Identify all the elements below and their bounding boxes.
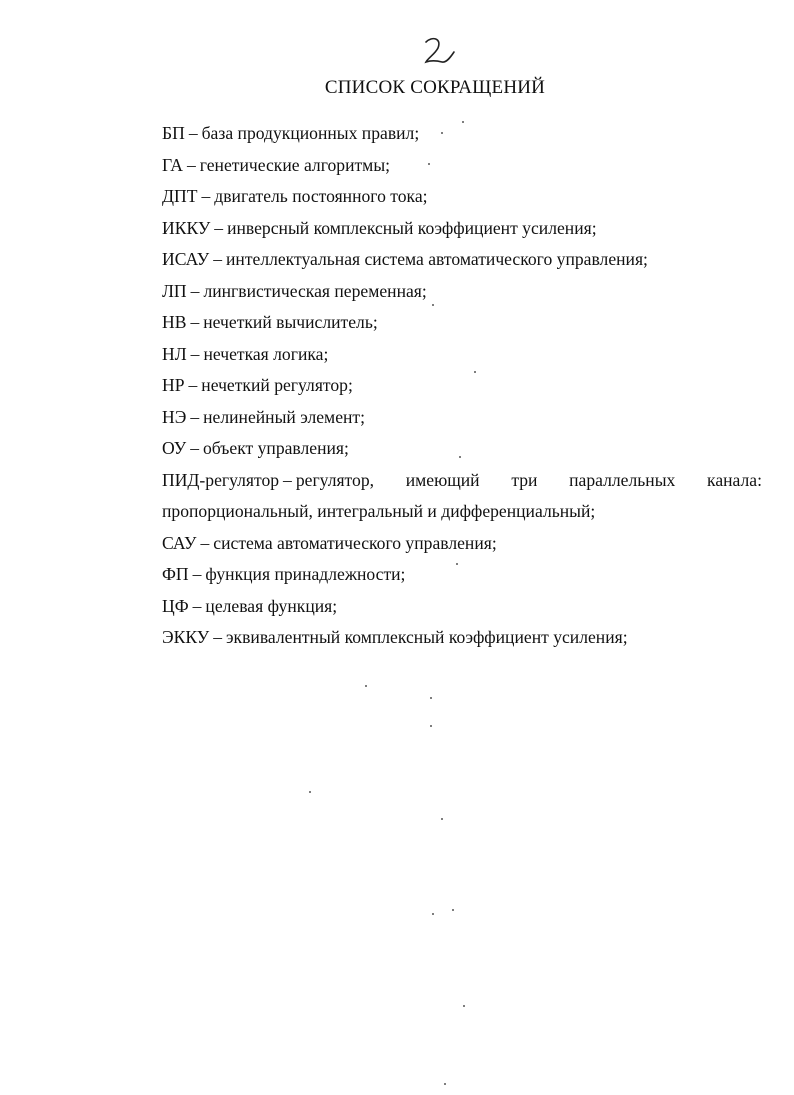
pid-continuation: пропорциональный, интегральный и дифференциальный; <box>162 501 596 521</box>
dash: – <box>213 249 222 269</box>
definition: эквивалентный комплексный коэффициент усиления; <box>226 627 628 647</box>
list-item <box>162 276 762 308</box>
dash: – <box>186 154 196 175</box>
list-item <box>162 591 762 623</box>
abbreviation: НЛ <box>162 343 187 364</box>
list-item <box>162 150 762 182</box>
scan-speck <box>452 909 454 911</box>
definition: генетические алгоритмы; <box>199 154 391 175</box>
abbreviation: ИККУ <box>162 217 211 238</box>
scan-speck <box>462 121 464 123</box>
pid-abbr-group <box>162 465 374 497</box>
dash: – <box>190 312 200 332</box>
abbreviation: ИСАУ <box>162 249 210 269</box>
list-item <box>162 244 762 276</box>
definition: целевая функция; <box>205 595 338 616</box>
definition: двигатель постоянного тока; <box>214 186 428 206</box>
scan-speck <box>430 697 432 699</box>
abbreviation: ЦФ <box>162 595 189 616</box>
list-item <box>162 213 762 245</box>
abbreviation: ФП <box>162 564 189 584</box>
definition: функция принадлежности; <box>205 564 406 584</box>
abbreviation: БП <box>162 123 185 143</box>
dash: – <box>190 406 200 427</box>
pid-first-line <box>162 465 762 497</box>
page-number <box>418 34 458 70</box>
scan-speck <box>432 304 434 306</box>
pid-word: параллельных <box>569 469 676 490</box>
definition: база продукционных правил; <box>201 123 420 143</box>
dash: – <box>188 375 198 395</box>
definition: объект управления; <box>202 438 349 458</box>
definition: нечеткая логика; <box>203 343 329 364</box>
dash: – <box>283 469 292 490</box>
definition: инверсный комплексный коэффициент усиления; <box>227 217 597 238</box>
scan-speck <box>309 791 311 793</box>
scan-speck <box>441 818 443 820</box>
dash: – <box>213 627 222 647</box>
list-item <box>162 181 762 213</box>
dash: – <box>188 123 198 143</box>
dash: – <box>200 532 210 553</box>
scan-speck <box>444 1083 446 1085</box>
definition: нечеткий регулятор; <box>201 375 353 395</box>
dash: – <box>190 280 200 301</box>
list-item <box>162 307 762 339</box>
dash: – <box>190 343 200 364</box>
dash: – <box>192 564 202 584</box>
scan-speck <box>459 456 461 458</box>
definition: нелинейный элемент; <box>203 406 365 427</box>
scan-speck <box>441 132 443 134</box>
list-item <box>162 402 762 434</box>
scan-speck <box>456 563 458 565</box>
definition: нечеткий вычислитель; <box>203 312 378 332</box>
dash: – <box>190 438 199 458</box>
definition: лингвистическая переменная; <box>203 280 427 301</box>
list-item <box>162 339 762 371</box>
scan-speck <box>428 163 430 165</box>
abbreviation: НЭ <box>162 406 187 427</box>
abbreviation: ОУ <box>162 438 187 458</box>
scan-speck <box>474 371 476 373</box>
dash: – <box>192 595 202 616</box>
scan-speck <box>430 725 432 727</box>
dash: – <box>214 217 224 238</box>
abbreviation: НР <box>162 375 185 395</box>
definition: система автоматического управления; <box>213 532 497 553</box>
list-item <box>162 559 762 591</box>
definition: интеллектуальная система автоматического управления; <box>225 249 648 269</box>
page-title: СПИСОК СОКРАЩЕНИЙ <box>324 77 546 98</box>
list-item <box>162 370 762 402</box>
list-item-pid <box>162 465 762 528</box>
abbreviation-list <box>162 118 762 654</box>
scan-speck <box>463 1005 465 1007</box>
scan-speck <box>365 685 367 687</box>
handwritten-page-number <box>418 34 458 70</box>
abbreviation: ГА <box>162 154 183 175</box>
abbreviation: ЛП <box>162 280 187 301</box>
pid-word: канала: <box>707 469 762 490</box>
pid-word: регулятор, <box>295 469 375 490</box>
pid-word: три <box>511 469 538 490</box>
dash: – <box>201 186 211 206</box>
list-item <box>162 433 762 465</box>
abbreviation: ПИД-регулятор <box>162 469 280 490</box>
abbreviation: ДПТ <box>162 186 198 206</box>
abbreviation: ЭККУ <box>162 627 210 647</box>
scan-speck <box>432 913 434 915</box>
abbreviation: НВ <box>162 312 187 332</box>
abbreviation: САУ <box>162 532 197 553</box>
list-item <box>162 622 762 654</box>
list-item <box>162 528 762 560</box>
pid-word: имеющий <box>405 469 480 490</box>
